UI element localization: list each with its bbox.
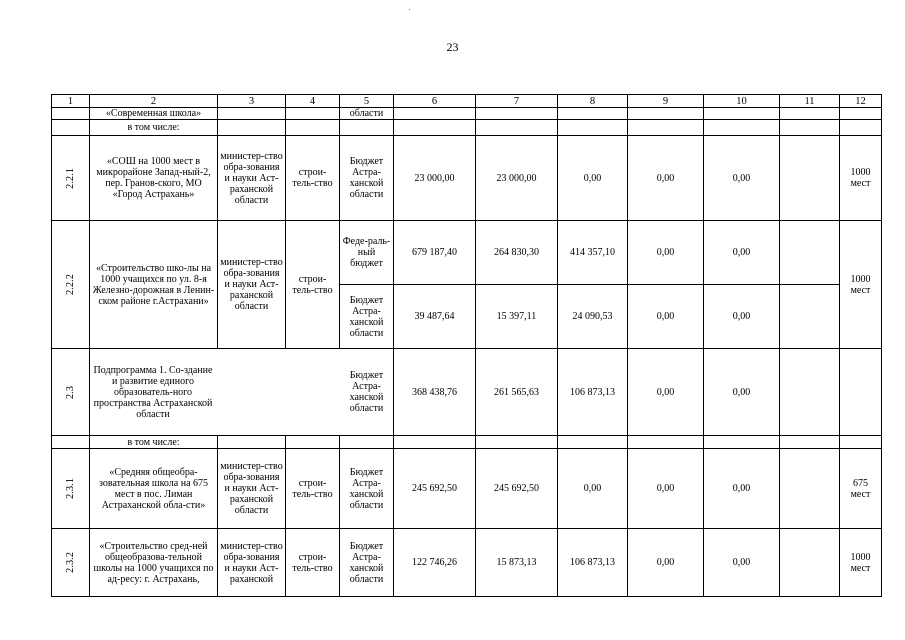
amount-col11: [780, 221, 840, 285]
amount-col8: 24 090,53: [558, 285, 628, 349]
executor: министер-ство обра-зования и науки Аст-раханской области: [218, 221, 286, 349]
work-type: строи-тель-ство: [286, 449, 340, 529]
amount-col10: 0,00: [704, 349, 780, 436]
amount-col7: 15 873,13: [476, 529, 558, 597]
amount-col11: [780, 136, 840, 221]
table-row: [52, 136, 882, 221]
executor: министер-ство обра-зования и науки Аст-раханской области: [218, 449, 286, 529]
amount-col11: [780, 349, 840, 436]
amount-col7: 264 830,30: [476, 221, 558, 285]
capacity: 1000 мест: [840, 529, 882, 597]
amount-col9: 0,00: [628, 221, 704, 285]
executor: министер-ство обра-зования и науки Аст-раханской: [218, 529, 286, 597]
header-row: [52, 95, 882, 108]
header-cell: 12: [840, 95, 882, 108]
amount-col10: 0,00: [704, 285, 780, 349]
amount-col11: [780, 529, 840, 597]
table-row: [52, 436, 882, 449]
capacity: 1000 мест: [840, 221, 882, 349]
amount-col9: 0,00: [628, 349, 704, 436]
object-name: «СОШ на 1000 мест в микрорайоне Запад-ный-2, пер. Гранов-ского, МО «Город Астрахань»: [90, 136, 218, 221]
amount-col6: 679 187,40: [394, 221, 476, 285]
amount-col9: 0,00: [628, 285, 704, 349]
amount-col6: 245 692,50: [394, 449, 476, 529]
funding-source: Феде-раль-ный бюджет: [340, 221, 394, 285]
including-label: в том числе:: [90, 436, 218, 449]
header-cell: 11: [780, 95, 840, 108]
object-name: «Строительство сред-ней общеобразова-тельной школы на 1000 учащихся по ад-ресу: г. Астрахань,: [90, 529, 218, 597]
header-cell: 5: [340, 95, 394, 108]
amount-col7: 245 692,50: [476, 449, 558, 529]
funding-source: Бюджет Астра-ханской области: [340, 349, 394, 436]
header-cell: 4: [286, 95, 340, 108]
header-cell: 1: [52, 95, 90, 108]
header-cell: 2: [90, 95, 218, 108]
table-row: [52, 108, 882, 120]
amount-col8: 0,00: [558, 449, 628, 529]
table-row: [52, 120, 882, 136]
amount-col7: 23 000,00: [476, 136, 558, 221]
funding-source: Бюджет Астра-ханской области: [340, 529, 394, 597]
row-code: 2.2.2: [52, 221, 90, 349]
header-cell: 6: [394, 95, 476, 108]
amount-col8: 106 873,13: [558, 349, 628, 436]
amount-col8: 106 873,13: [558, 529, 628, 597]
work-type: строи-тель-ство: [286, 136, 340, 221]
header-cell: 10: [704, 95, 780, 108]
work-type: строи-тель-ство: [286, 529, 340, 597]
amount-col9: 0,00: [628, 136, 704, 221]
amount-col11: [780, 285, 840, 349]
amount-col6: 39 487,64: [394, 285, 476, 349]
work-type: строи-тель-ство: [286, 221, 340, 349]
amount-col9: 0,00: [628, 529, 704, 597]
table-row: [52, 529, 882, 597]
amount-col10: 0,00: [704, 449, 780, 529]
table-row: [52, 349, 882, 436]
scan-speck: [409, 9, 410, 10]
amount-col11: [780, 449, 840, 529]
amount-col7: 261 565,63: [476, 349, 558, 436]
table-row: [52, 449, 882, 529]
funding-source: Бюджет Астра-ханской области: [340, 136, 394, 221]
budget-table: [51, 94, 882, 597]
page-number: 23: [446, 40, 459, 54]
table-row: [52, 221, 882, 285]
amount-col7: 15 397,11: [476, 285, 558, 349]
amount-col6: 122 746,26: [394, 529, 476, 597]
row-code: 2.3: [52, 349, 90, 436]
row-code: 2.2.1: [52, 136, 90, 221]
object-name: «Строительство шко-лы на 1000 учащихся по ул. 8-я Железно-дорожная в Ленин-ском районе г.Астрахани»: [90, 221, 218, 349]
row-code: 2.3.2: [52, 529, 90, 597]
row-code: 2.3.1: [52, 449, 90, 529]
amount-col9: 0,00: [628, 449, 704, 529]
capacity: [840, 349, 882, 436]
funding-source: области: [340, 108, 394, 120]
object-name: «Средняя общеобра-зовательная школа на 675 мест в пос. Лиман Астраханской обла-сти»: [90, 449, 218, 529]
amount-col8: 0,00: [558, 136, 628, 221]
header-cell: 9: [628, 95, 704, 108]
amount-col10: 0,00: [704, 221, 780, 285]
header-cell: 8: [558, 95, 628, 108]
header-cell: 3: [218, 95, 286, 108]
subprogram-name: Подпрограмма 1. Со-здание и развитие единого образователь-ного пространства Астраханской области: [90, 349, 340, 436]
including-label: в том числе:: [90, 120, 218, 136]
capacity: 1000 мест: [840, 136, 882, 221]
amount-col6: 368 438,76: [394, 349, 476, 436]
amount-col6: 23 000,00: [394, 136, 476, 221]
executor: министер-ство обра-зования и науки Аст-раханской области: [218, 136, 286, 221]
amount-col8: 414 357,10: [558, 221, 628, 285]
capacity: 675 мест: [840, 449, 882, 529]
amount-col10: 0,00: [704, 529, 780, 597]
program-name: «Современная школа»: [90, 108, 218, 120]
funding-source: Бюджет Астра-ханской области: [340, 449, 394, 529]
amount-col10: 0,00: [704, 136, 780, 221]
funding-source: Бюджет Астра-ханской области: [340, 285, 394, 349]
header-cell: 7: [476, 95, 558, 108]
